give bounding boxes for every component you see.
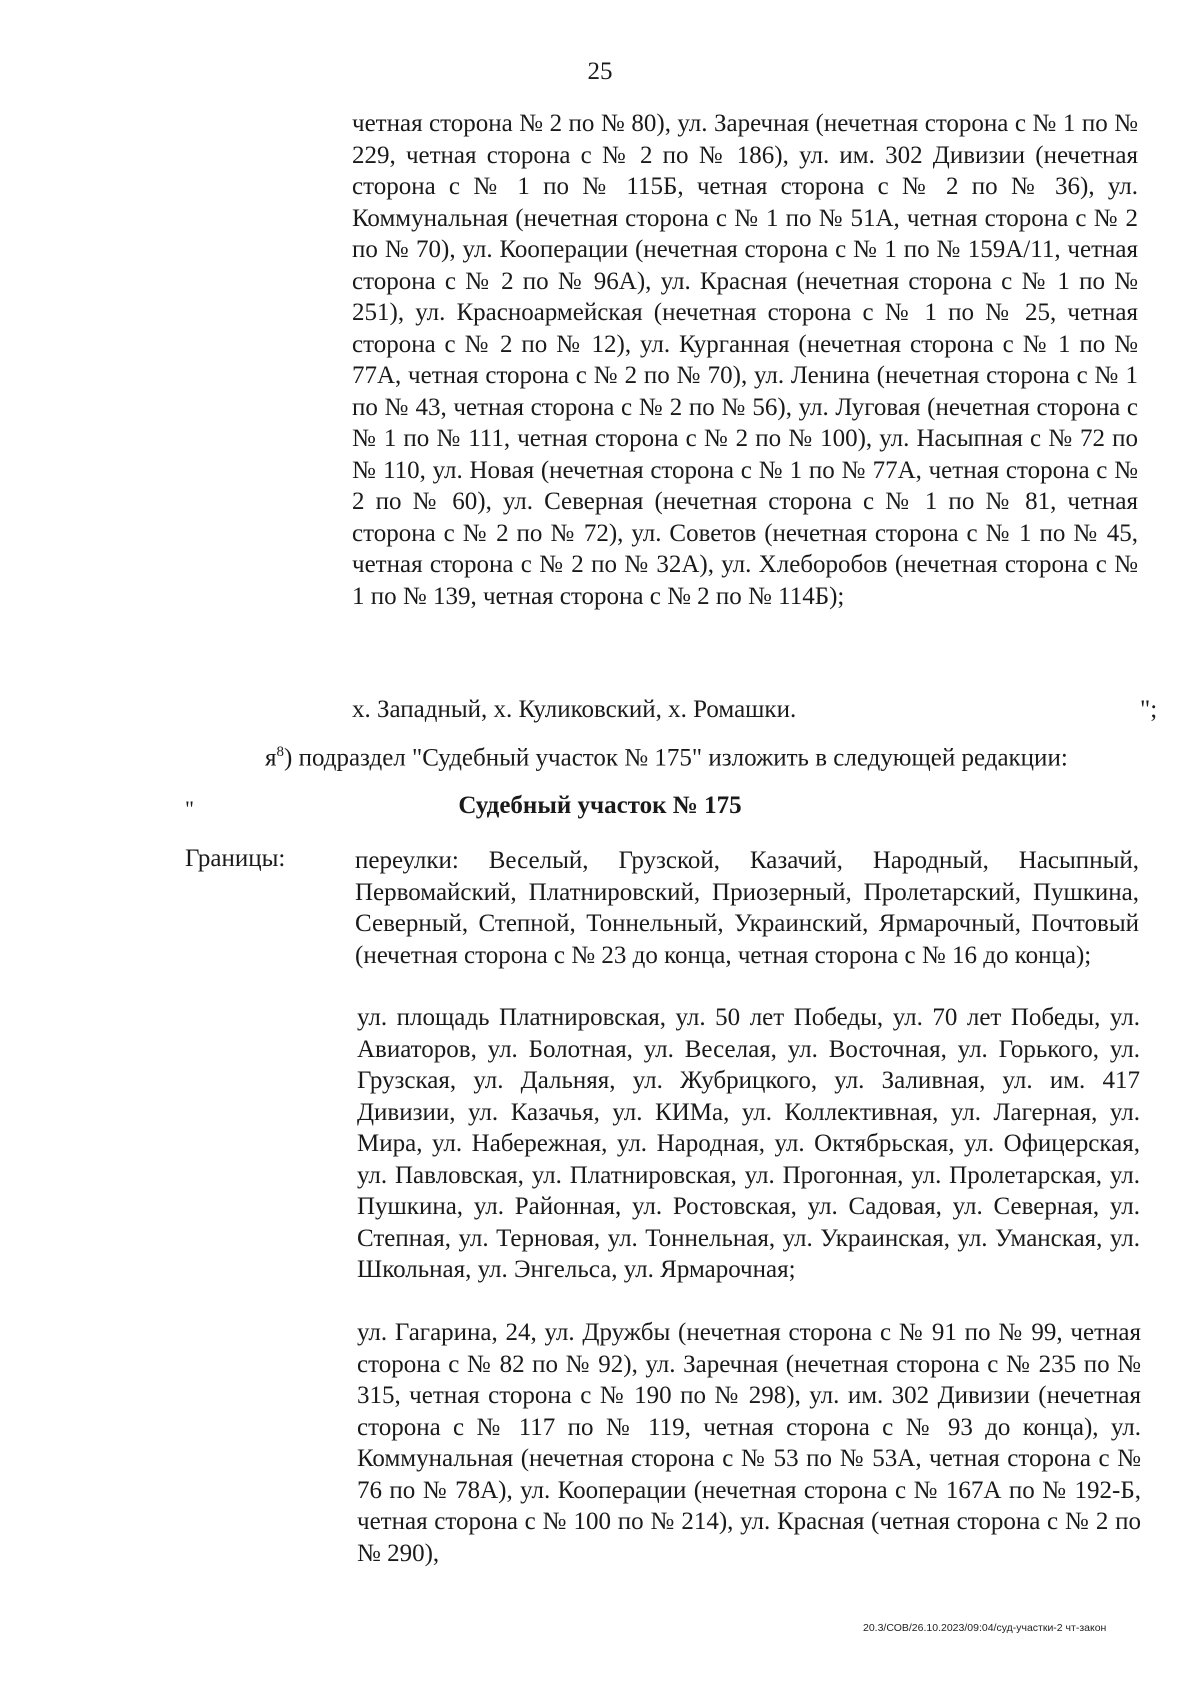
page-number: 25 [587, 58, 613, 85]
borders-paragraph-ranges: ул. Гагарина, 24, ул. Дружбы (нечетная сторона с № 91 по № 99, четная сторона с № 82 по № 92), ул. Заречная (нечетная сторона с № 235 по № 315, четная сторона с № 190 по № 298), ул. им. 302 Дивизии (нечетная сторона с № 117 по № 119, четная сторона с № 93 до конца), ул. Коммунальная (нечетная сторона с № 53 по № 53А, четная сторона с № 76 по № 78А), ул. Кооперации (нечетная сторона с № 167А по № 192-Б, четная сторона с № 100 по № 214), ул. Красная (четная сторона с № 2 по № 290), [357, 1319, 1141, 1567]
continuation-paragraph: четная сторона № 2 по № 80), ул. Заречная (нечетная сторона с № 1 по № 229, четная сторона с № 2 по № 186), ул. им. 302 Дивизии (нечетная сторона с № 1 по № 115Б, четная сторона с № 2 по № 36), ул. Коммунальная (нечетная сторона с № 1 по № 51А, четная сторона с № 2 по № 70), ул. Кооперации (нечетная сторона с № 1 по № 159А/11, четная сторона с № 2 по № 96А), ул. Красная (нечетная сторона с № 1 по № 251), ул. Красноармейская (нечетная сторона с № 1 по № 25, четная сторона с № 2 по № 12), ул. Курганная (нечетная сторона с № 1 по № 77А, четная сторона с № 2 по № 70), ул. Ленина (нечетная сторона с № 1 по № 43, четная сторона с № 2 по № 56), ул. Луговая (нечетная сторона с № 1 по № 111, четная сторона с № 2 по № 100), ул. Насыпная с № 72 по № 110, ул. Новая (нечетная сторона с № 1 по № 77А, четная сторона с № 2 по № 60), ул. Северная (нечетная сторона с № 1 по № 81, четная сторона с № 2 по № 72), ул. Советов (нечетная сторона с № 1 по № 45, четная сторона с № 2 по № 32А), ул. Хлеборобов (нечетная сторона с № 1 по № 139, четная сторона с № 2 по № 114Б); [352, 110, 1138, 610]
borders-paragraph-lanes: переулки: Веселый, Грузской, Казачий, Народный, Насыпный, Первомайский, Платнировский, Приозерный, Пролетарский, Пушкина, Северный, Степной, Тоннельный, Украинский, Ярмарочный, Почтовый (нечетная сторона с № 23 до конца, четная сторона с № 16 до конца); [355, 847, 1139, 969]
settlements-line: х. Западный, х. Куликовский, х. Ромашки. [352, 696, 797, 723]
amendment-text: ) подраздел "Судебный участок № 175" изложить в следующей редакции: [284, 744, 1068, 772]
amendment-line [265, 744, 1068, 772]
section-title: Судебный участок № 175 [458, 792, 742, 819]
amendment-marker: я [265, 744, 277, 772]
opening-quote: " [185, 796, 194, 821]
closing-quote: "; [1140, 696, 1158, 723]
amendment-superscript: 8 [276, 744, 284, 760]
borders-label: Границы: [185, 845, 286, 872]
footer-code: 20.3/СОВ/26.10.2023/09:04/суд-участки-2 чт-закон [863, 1622, 1107, 1634]
borders-paragraph-streets: ул. площадь Платнировская, ул. 50 лет Победы, ул. 70 лет Победы, ул. Авиаторов, ул. Болотная, ул. Веселая, ул. Восточная, ул. Горького, ул. Грузская, ул. Дальняя, ул. Жубрицкого, ул. Заливная, ул. им. 417 Дивизии, ул. Казачья, ул. КИМа, ул. Коллективная, ул. Лагерная, ул. Мира, ул. Набережная, ул. Народная, ул. Октябрьская, ул. Офицерская, ул. Павловская, ул. Платнировская, ул. Прогонная, ул. Пролетарская, ул. Пушкина, ул. Районная, ул. Ростовская, ул. Садовая, ул. Северная, ул. Степная, ул. Терновая, ул. Тоннельная, ул. Украинская, ул. Уманская, ул. Школьная, ул. Энгельса, ул. Ярмарочная; [357, 1004, 1140, 1283]
